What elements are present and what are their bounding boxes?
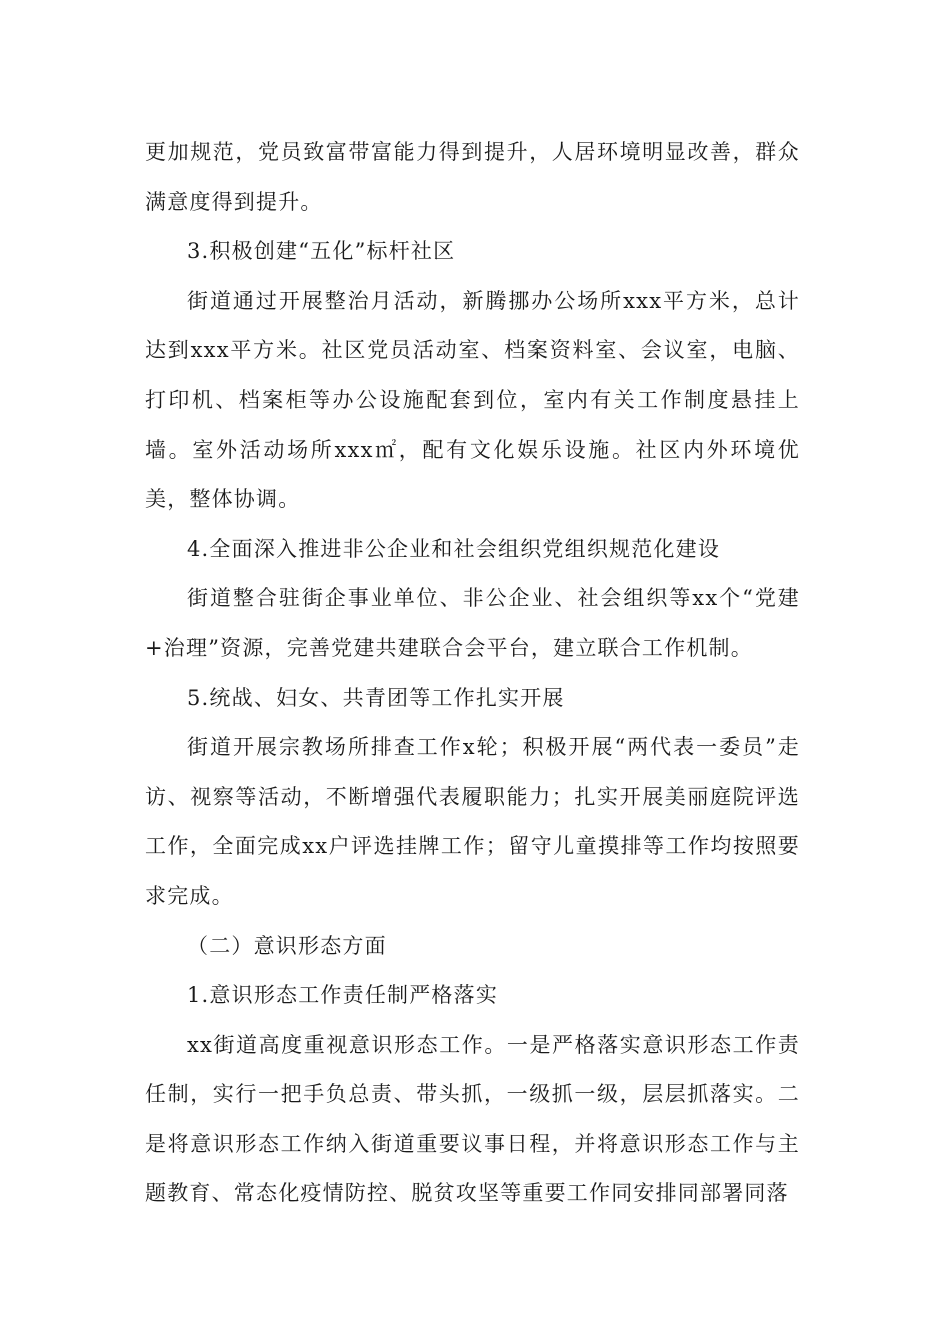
paragraph-5: 街道开展宗教场所排查工作x轮；积极开展“两代表一委员”走访、视察等活动，不断增强代表履职能力；扎实开展美丽庭院评选工作，全面完成xx户评选挂牌工作；留守儿童摸排等工作均按照要求完成。 [145,735,800,908]
paragraph-4: 街道整合驻街企事业单位、非公企业、社会组织等xx个“党建+治理”资源，完善党建共建联合会平台，建立联合工作机制。 [145,586,800,660]
heading-4: 4.全面深入推进非公企业和社会组织党组织规范化建设 [187,536,721,561]
heading-5: 5.统战、妇女、共青团等工作扎实开展 [187,685,565,710]
paragraph-continued: 更加规范，党员致富带富能力得到提升，人居环境明显改善，群众满意度得到提升。 [145,140,800,214]
paragraph-2-1: xx街道高度重视意识形态工作。一是严格落实意识形态工作责任制，实行一把手负总责、带头抓，一级抓一级，层层抓落实。二是将意识形态工作纳入街道重要议事日程，并将意识形态工作与主题教育、常态化疫情防控、脱贫攻坚等重要工作同安排同部署同落 [145,1032,800,1206]
document-page [145,128,800,1219]
heading-3: 3.积极创建“五化”标杆社区 [187,239,456,264]
heading-2-1: 1.意识形态工作责任制严格落实 [187,983,499,1008]
section-heading-ideology: （二）意识形态方面 [187,933,387,958]
paragraph-3: 街道通过开展整治月活动，新腾挪办公场所xxx平方米，总计达到xxx平方米。社区党员活动室、档案资料室、会议室，电脑、打印机、档案柜等办公设施配套到位，室内有关工作制度悬挂上墙。室外活动场所xxx㎡，配有文化娱乐设施。社区内外环境优美，整体协调。 [145,288,800,512]
